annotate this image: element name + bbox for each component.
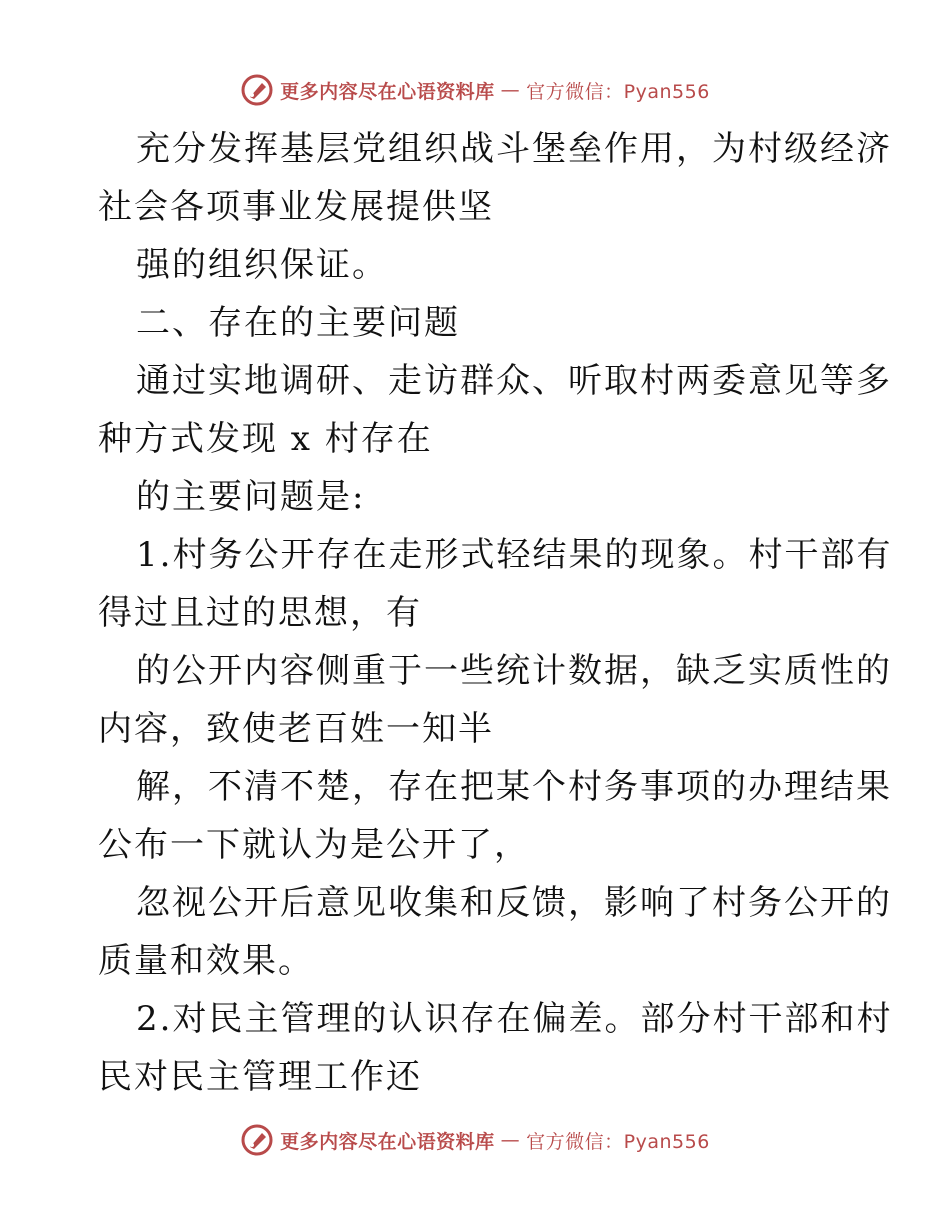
- banner-contact-text: 官方微信：Pyan556: [526, 80, 710, 103]
- text-line: 通过实地调研、走访群众、听取村两委意见等多: [136, 361, 892, 401]
- text-line: 的公开内容侧重于一些统计数据，缺乏实质性的: [136, 651, 892, 691]
- text-line: 的主要问题是:: [136, 477, 366, 517]
- text-line: 社会各项事业发展提供坚: [98, 187, 494, 227]
- text-line: 得过且过的思想，有: [98, 593, 422, 633]
- text-line: 种方式发现 x 村存在: [98, 419, 433, 459]
- text-line: 1.村务公开存在走形式轻结果的现象。村干部有: [136, 535, 893, 575]
- text-line: 充分发挥基层党组织战斗堡垒作用，为村级经济: [136, 129, 892, 169]
- banner-main-text: 更多内容尽在心语资料库: [280, 80, 495, 103]
- text-line: 忽视公开后意见收集和反馈，影响了村务公开的: [136, 883, 892, 923]
- banner-contact-text: 官方微信：Pyan556: [526, 1130, 710, 1153]
- pen-nib-logo-icon: [240, 73, 274, 107]
- text-line: 内容，致使老百姓一知半: [98, 709, 494, 749]
- banner-main-text: 更多内容尽在心语资料库: [280, 1130, 495, 1153]
- pen-nib-logo-icon: [240, 1123, 274, 1157]
- text-line: 解，不清不楚，存在把某个村务事项的办理结果: [136, 767, 892, 807]
- footer-watermark-banner: [0, 1120, 950, 1160]
- banner-separator: —: [500, 1129, 521, 1151]
- header-watermark-banner: [0, 70, 950, 110]
- document-body: [98, 120, 893, 1106]
- banner-separator: —: [500, 79, 521, 101]
- section-heading: 二、存在的主要问题: [136, 303, 460, 343]
- text-line: 民对民主管理工作还: [98, 1057, 422, 1097]
- text-line: 质量和效果。: [98, 941, 314, 981]
- text-line: 公布一下就认为是公开了，: [98, 825, 530, 865]
- text-line: 2.对民主管理的认识存在偏差。部分村干部和村: [136, 999, 893, 1039]
- text-line: 强的组织保证。: [136, 245, 388, 285]
